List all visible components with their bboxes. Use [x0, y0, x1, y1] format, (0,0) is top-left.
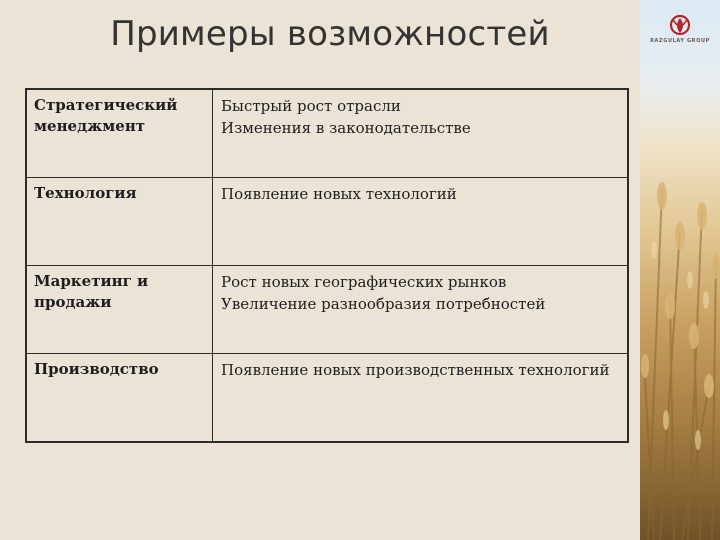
category-cell: Маркетинг и продажи [27, 266, 213, 353]
category-cell: Производство [27, 354, 213, 441]
category-cell: Технология [27, 178, 213, 265]
wheat-field-image [640, 0, 720, 540]
table-row [27, 353, 627, 441]
examples-cell [213, 354, 627, 441]
category-cell: Стратегический менеджмент [27, 90, 213, 177]
examples-cell [213, 266, 627, 353]
wheat-side-panel [640, 0, 720, 540]
opportunities-table [25, 88, 629, 443]
examples-cell [213, 178, 627, 265]
example-line: Появление новых производственных технологий [221, 361, 610, 379]
logo-text: RAZGULAY GROUP [650, 38, 710, 44]
example-line: Быстрый рост отрасли [221, 97, 401, 115]
slide-title: Примеры возможностей [110, 14, 550, 54]
table-row [27, 90, 627, 177]
examples-cell [213, 90, 627, 177]
example-line: Увеличение разнообразия потребностей [221, 295, 546, 313]
example-line: Изменения в законодательстве [221, 119, 471, 137]
table-row [27, 177, 627, 265]
example-line: Рост новых географических рынков [221, 273, 507, 291]
table-row [27, 265, 627, 353]
example-line: Появление новых технологий [221, 185, 457, 203]
logo-emblem-icon [667, 14, 693, 36]
